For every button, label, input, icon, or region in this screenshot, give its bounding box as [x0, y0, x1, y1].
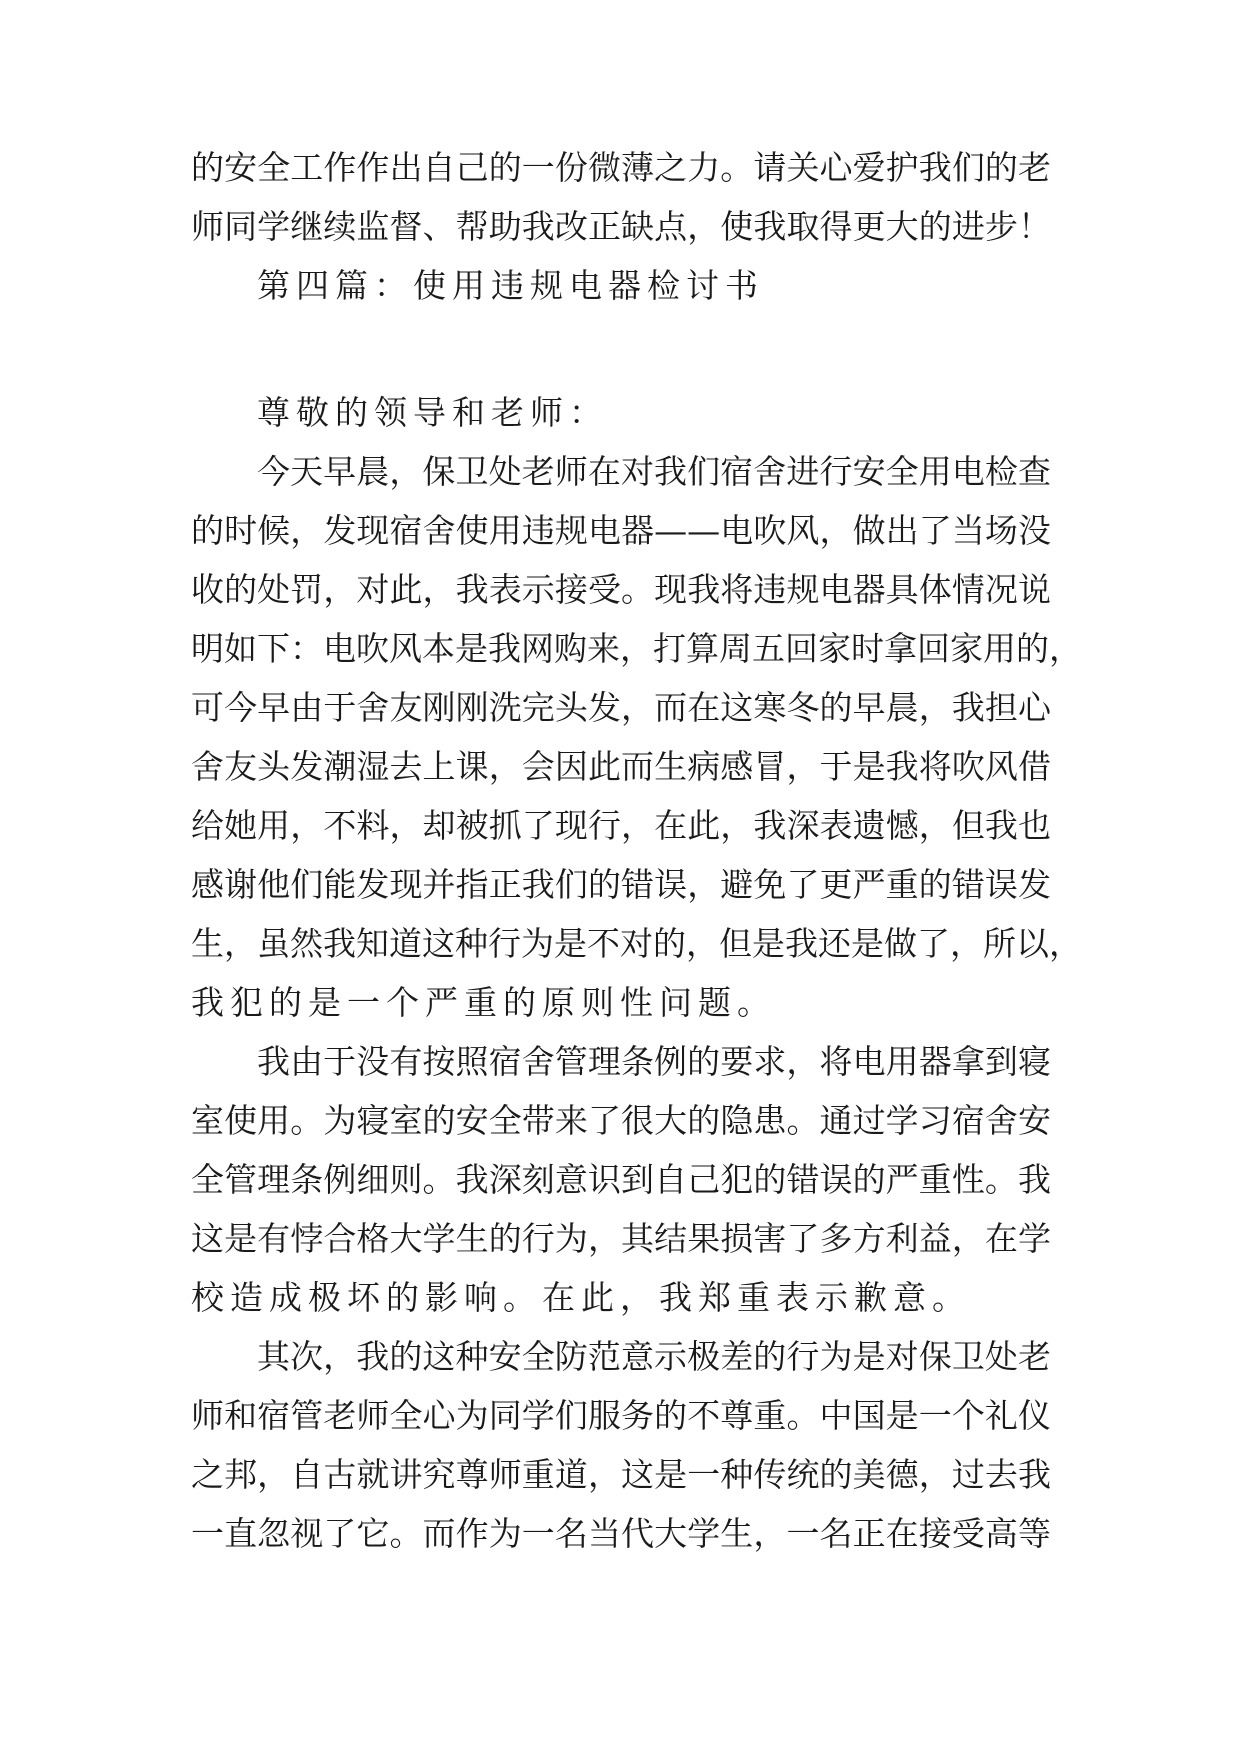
text-line: 师和宿管老师全心为同学们服务的不尊重。中国是一个礼仪: [191, 1396, 1051, 1435]
text-line: 的时候，发现宿舍使用违规电器——电吹风，做出了当场没: [191, 511, 1051, 550]
text-line: 一直忽视了它。而作为一名当代大学生，一名正在接受高等: [191, 1514, 1051, 1553]
text-line: 生，虽然我知道这种行为是不对的，但是我还是做了，所以，: [191, 924, 1082, 963]
text-line: 全管理条例细则。我深刻意识到自己犯的错误的严重性。我: [191, 1160, 1051, 1199]
text-line: 室使用。为寝室的安全带来了很大的隐患。通过学习宿舍安: [191, 1101, 1051, 1140]
section-heading: 第四篇：使用违规电器检讨书: [257, 266, 764, 305]
text-line: 之邦，自古就讲究尊师重道，这是一种传统的美德，过去我: [191, 1455, 1051, 1494]
text-line: 今天早晨，保卫处老师在对我们宿舍进行安全用电检查: [257, 452, 1051, 491]
text-line: 可今早由于舍友刚刚洗完头发，而在这寒冬的早晨，我担心: [191, 688, 1051, 727]
salutation: 尊敬的领导和老师：: [257, 393, 608, 432]
text-line: 我由于没有按照宿舍管理条例的要求，将电用器拿到寝: [257, 1042, 1051, 1081]
text-line: 其次，我的这种安全防范意示极差的行为是对保卫处老: [257, 1337, 1051, 1376]
text-line: 校造成极坏的影响。在此，我郑重表示歉意。: [191, 1278, 971, 1317]
text-line: 舍友头发潮湿去上课，会因此而生病感冒，于是我将吹风借: [191, 747, 1051, 786]
text-line: 明如下：电吹风本是我网购来，打算周五回家时拿回家用的，: [191, 629, 1082, 668]
text-line: 感谢他们能发现并指正我们的错误，避免了更严重的错误发: [191, 865, 1051, 904]
text-line: 的安全工作作出自己的一份微薄之力。请关心爱护我们的老: [191, 148, 1051, 187]
text-line: 给她用，不料，却被抓了现行，在此，我深表遗憾，但我也: [191, 806, 1051, 845]
text-line: 这是有悖合格大学生的行为，其结果损害了多方利益，在学: [191, 1219, 1051, 1258]
text-line: 师同学继续监督、帮助我改正缺点，使我取得更大的进步！: [191, 207, 1051, 246]
text-line: 我犯的是一个严重的原则性问题。: [191, 983, 776, 1022]
text-line: 收的处罚，对此，我表示接受。现我将违规电器具体情况说: [191, 570, 1051, 609]
